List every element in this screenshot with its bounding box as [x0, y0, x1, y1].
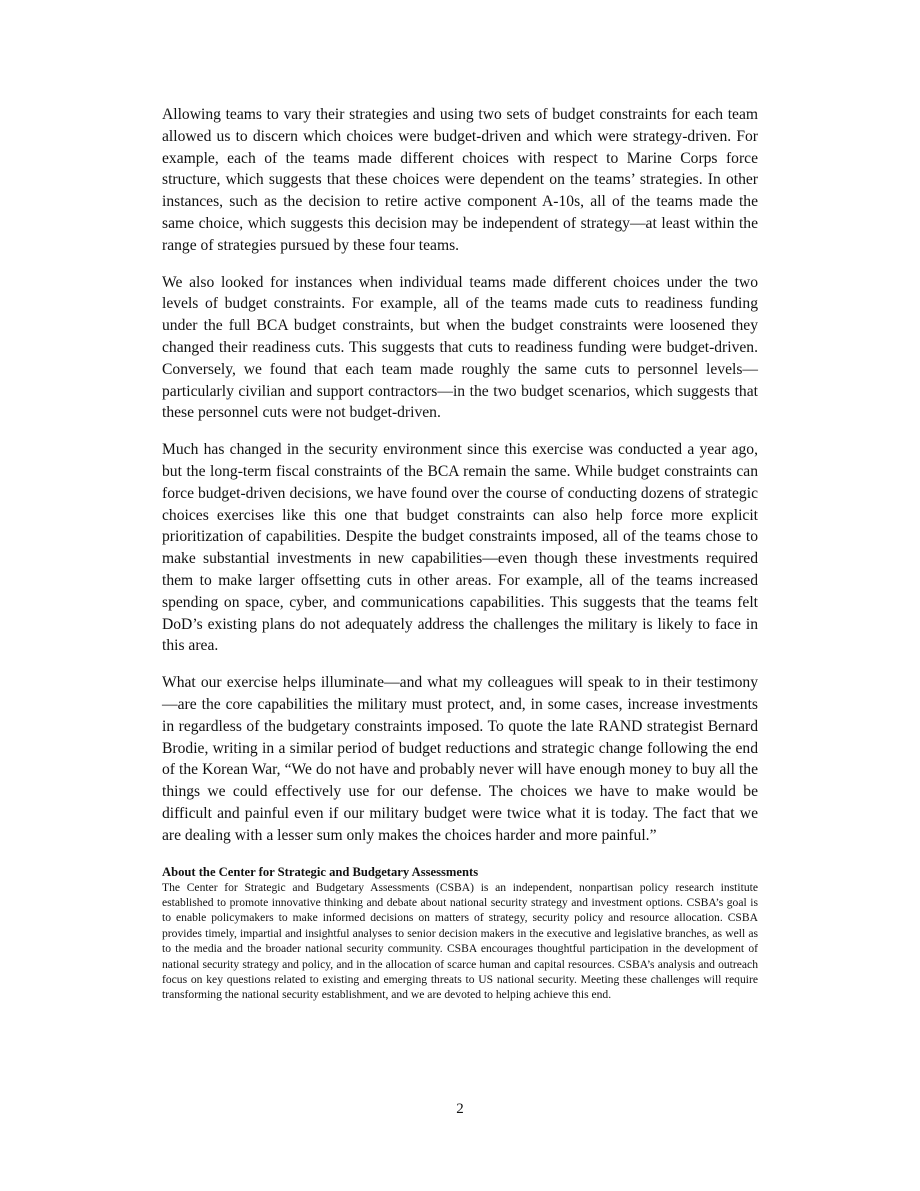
document-page [162, 104, 758, 1003]
page-number: 2 [456, 1101, 464, 1117]
about-text: The Center for Strategic and Budgetary Assessments (CSBA) is an independent, nonpartisan policy research institute established to promote innovative thinking and debate about national security strategy and investment options. CSBA’s goal is to enable policymakers to make informed decisions on matters of strategy, security policy and resource allocation. CSBA provides timely, impartial and insightful analyses to senior decision makers in the executive and legislative branches, as well as to the media and the broader national security community. CSBA encourages thoughtful participation in the development of national security strategy and policy, and in the allocation of scarce human and capital resources. CSBA’s analysis and outreach focus on key questions related to existing and emerging threats to US national security. Meeting these challenges will require transforming the national security establishment, and we are devoted to helping achieve this end. [162, 880, 758, 1002]
body-paragraph-1: Allowing teams to vary their strategies and using two sets of budget constraints for each team allowed us to discern which choices were budget-driven and which were strategy-driven. For example, each of the teams made different choices with respect to Marine Corps force structure, which suggests that these choices were dependent on the teams’ strategies. In other instances, such as the decision to retire active component A-10s, all of the teams made the same choice, which suggests this decision may be independent of strategy—at least within the range of strategies pursued by these four teams. [162, 106, 758, 254]
about-heading: About the Center for Strategic and Budgetary Assessments [162, 864, 479, 879]
body-paragraph-3: Much has changed in the security environment since this exercise was conducted a year ago, but the long-term fiscal constraints of the BCA remain the same. While budget constraints can force budget-driven decisions, we have found over the course of conducting dozens of strategic choices exercises like this one that budget constraints can also help force more explicit prioritization of capabilities. Despite the budget constraints imposed, all of the teams chose to make substantial investments in new capabilities—even though these investments required them to make larger offsetting cuts in other areas. For example, all of the teams increased spending on space, cyber, and communications capabilities. This suggests that the teams felt DoD’s existing plans do not adequately address the challenges the military is likely to face in this area. [162, 441, 758, 655]
about-section [162, 865, 758, 1003]
body-paragraph-2: We also looked for instances when individual teams made different choices under the two levels of budget constraints. For example, all of the teams made cuts to readiness funding under the full BCA budget constraints, but when the budget constraints were loosened they changed their readiness cuts. This suggests that cuts to readiness funding were budget-driven. Conversely, we found that each team made roughly the same cuts to personnel levels—particularly civilian and support contractors—in the two budget scenarios, which suggests that these personnel cuts were not budget-driven. [162, 273, 758, 422]
body-paragraph-4: What our exercise helps illuminate—and what my colleagues will speak to in their testimony—are the core capabilities the military must protect, and, in some cases, increase investments in regardless of the budgetary constraints imposed. To quote the late RAND strategist Bernard Brodie, writing in a similar period of budget reductions and strategic change following the end of the Korean War, “We do not have and probably never will have enough money to buy all the things we could effectively use for our defense. The choices we have to make would be difficult and painful even if our military budget were twice what it is today. The fact that we are dealing with a lesser sum only makes the choices harder and more painful.” [162, 674, 758, 844]
